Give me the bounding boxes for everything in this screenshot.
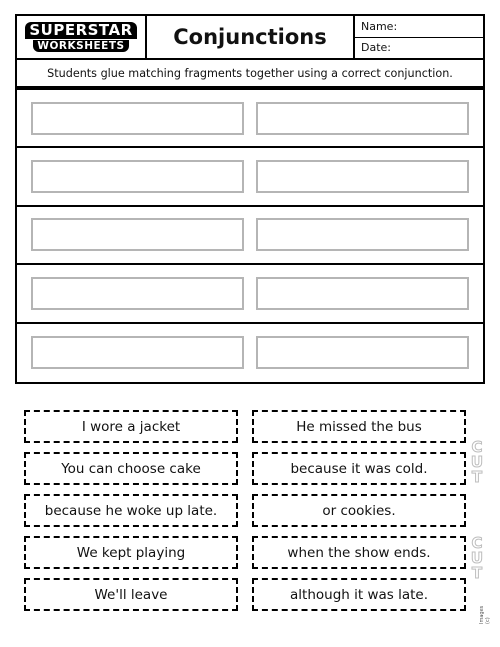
fragment-strip[interactable]: when the show ends. <box>252 536 466 569</box>
cut-letter: U <box>470 453 484 471</box>
fragment-strip[interactable]: because it was cold. <box>252 452 466 485</box>
glue-box-right[interactable] <box>256 102 469 135</box>
name-field[interactable] <box>355 16 483 38</box>
superstar-worksheets-logo <box>17 16 147 58</box>
glue-box-left[interactable] <box>31 102 244 135</box>
glue-box-left[interactable] <box>31 218 244 251</box>
date-label: Date: <box>361 41 391 55</box>
glue-box-right[interactable] <box>256 277 469 310</box>
glue-row <box>17 90 483 148</box>
cut-label-lower <box>470 536 484 581</box>
instructions: Students glue matching fragments together using a correct conjunction. <box>15 60 485 88</box>
fragment-strip[interactable]: I wore a jacket <box>24 410 238 443</box>
cut-letter: T <box>471 564 483 582</box>
glue-box-right[interactable] <box>256 218 469 251</box>
name-date-box <box>355 16 483 58</box>
worksheet-title: Conjunctions <box>147 16 355 58</box>
glue-row <box>17 207 483 265</box>
cut-letter: T <box>471 468 483 486</box>
fragment-strip[interactable]: You can choose cake <box>24 452 238 485</box>
logo-line-2: WORKSHEETS <box>33 40 128 53</box>
cut-letter: C <box>471 534 483 552</box>
glue-box-right[interactable] <box>256 160 469 193</box>
strip-row <box>24 578 466 611</box>
strip-row <box>24 536 466 569</box>
glue-box-left[interactable] <box>31 336 244 369</box>
fragment-strip[interactable]: because he woke up late. <box>24 494 238 527</box>
logo-line-1: SUPERSTAR <box>25 22 136 39</box>
fragment-strip[interactable]: We'll leave <box>24 578 238 611</box>
glue-row <box>17 265 483 323</box>
fragment-strip[interactable]: or cookies. <box>252 494 466 527</box>
image-credit: Images (c) <box>479 605 491 624</box>
fragment-strip[interactable]: We kept playing <box>24 536 238 569</box>
cut-letter: C <box>471 438 483 456</box>
cut-label-upper <box>470 440 484 485</box>
glue-grid <box>15 88 485 384</box>
strip-row <box>24 410 466 443</box>
glue-row <box>17 324 483 382</box>
fragment-strip[interactable]: He missed the bus <box>252 410 466 443</box>
glue-box-left[interactable] <box>31 277 244 310</box>
glue-row <box>17 148 483 206</box>
strip-row <box>24 494 466 527</box>
glue-box-right[interactable] <box>256 336 469 369</box>
date-field[interactable] <box>355 38 483 59</box>
worksheet-header <box>15 14 485 60</box>
name-label: Name: <box>361 19 398 33</box>
cut-out-strips <box>24 410 466 620</box>
fragment-strip[interactable]: although it was late. <box>252 578 466 611</box>
strip-row <box>24 452 466 485</box>
glue-box-left[interactable] <box>31 160 244 193</box>
cut-letter: U <box>470 549 484 567</box>
